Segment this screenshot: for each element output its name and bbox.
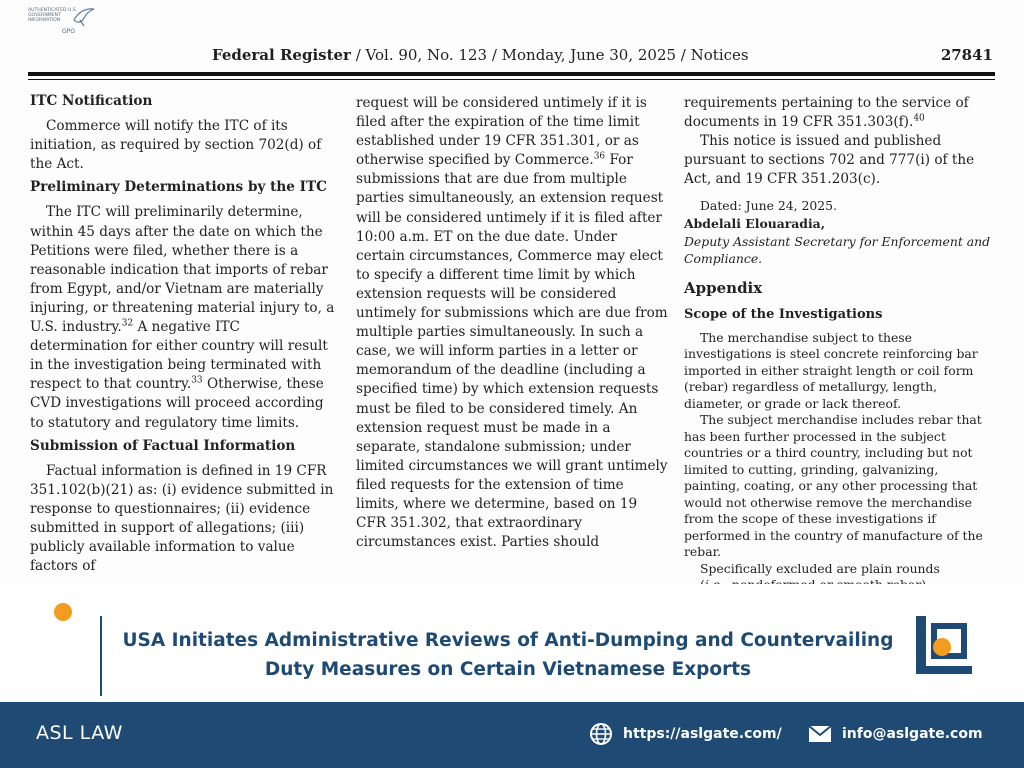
footer-bar [0,702,1024,768]
article-title [108,626,908,684]
page-header [212,46,997,72]
paragraph-service-requirements: requirements pertaining to the service of documents in 19 CFR 351.303(f).$^{40}$ [684,95,969,131]
seal-agency: GPO [62,28,75,35]
footnote-ref: 32 [121,318,134,329]
text-column-1 [30,88,340,576]
website-url[interactable]: https://aslgate.com/ [623,726,782,742]
page-number: 27841 [940,46,993,64]
paragraph-scope-2: The subject merchandise includes rebar that has been further processed in the subject countries or a third country, including but not limited to cutting, grinding, galvanizing, painting, coating, or any other processing that would not otherwise remove the merchandise from the scope of these investigations if performed in the country of manufacture of the rebar. [684,412,983,560]
heading-scope: Scope of the Investigations [684,306,883,322]
footnote-ref: 36 [593,151,606,162]
paragraph-factual-information: Factual information is defined in 19 CFR 351.102(b)(21) as: (i) evidence submitted in response to questionnaires; (ii) evidence submitted in support of allegations; (iii) publicly available information to value factors of [30,462,334,575]
paragraph-scope-3: Specifically excluded are plain rounds [700,560,940,576]
paragraph-preliminary-determinations: The ITC will preliminarily determine, within 45 days after the date on which the Petitions were filed, whether there is a reasonable indication that imports of rebar from Egypt, and/or Vietnam are materially injuring, or threatening material injury to, a U.S. industry.$^{32}$ A negative ITC determination for either country will result in the investigation being terminated with respect to that country.$^{33}$ Otherwise, these CVD investigations will proceed according to statutory and regulatory time limits. [30,204,335,431]
paragraph-itc-notification: Commerce will notify the ITC of its initiation, as required by section 702(d) of the Act. [30,118,322,173]
volume-info: / Vol. 90, No. 123 / Monday, June 30, 2025 / Notices [350,46,749,64]
footnote-ref: 40 [913,113,925,124]
globe-icon [589,722,613,746]
heading-preliminary-determinations: Preliminary Determinations by the ITC [30,179,327,196]
website-link[interactable] [589,720,782,748]
envelope-icon [808,725,832,743]
header-rule-thick [28,72,995,76]
title-banner [0,584,1024,702]
banner-divider [100,616,102,696]
asl-logo-icon [912,614,974,676]
text-column-2 [356,94,668,552]
accent-dot [54,603,72,621]
footnote-ref: 33 [191,375,203,386]
heading-factual-information: Submission of Factual Information [30,437,296,454]
email-address[interactable]: info@aslgate.com [842,726,983,742]
signer-title: Deputy Assistant Secretary for Enforcement and Compliance. [684,234,991,267]
heading-itc-notification: ITC Notification [30,93,153,109]
dated-line: Dated: June 24, 2025. [700,198,837,214]
gpo-authentication-seal [28,6,100,42]
heading-appendix: Appendix [684,279,763,298]
firm-name: ASL LAW [36,722,123,744]
scope-text [684,330,996,594]
paragraph-notice-issued: This notice is issued and published pursuant to sections 702 and 777(i) of the Act, and 19 CFR 351.203(c). [684,133,975,188]
header-rule-thin [28,79,995,80]
publication-name: Federal Register [212,46,351,64]
article-title-line-2: Duty Measures on Certain Vietnamese Exports [264,659,752,680]
article-title-line-1: USA Initiates Administrative Reviews of Anti-Dumping and Countervailing [122,630,894,651]
text-column-3 [684,94,996,594]
seal-text: AUTHENTICATED U.S. GOVERNMENT INFORMATION [28,8,78,23]
signer-name: Abdelali Elouaradia, [684,216,826,232]
paragraph-extension-requests: request will be considered untimely if it is filed after the expiration of the time limit established under 19 CFR 351.301, or as otherwise specified by Commerce.$^{36}$ For submissions that are due from multiple parties simultaneously, an extension request will be considered untimely if it is filed after 10:00 a.m. ET on the due date. Under certain circumstances, Commerce may elect to specify a different time limit by which extension requests will be considered untimely for submissions which are due from multiple parties simultaneously. In such a case, we will inform parties in a letter or memorandum of the deadline (including a specified time) by which extension requests must be filed to be considered timely. An extension request must be made in a separate, standalone submission; under limited circumstances we will grant untimely filed requests for the extension of time limits, where we determine, based on 19 CFR 351.302, that extraordinary circumstances exist. Parties should [356,95,668,551]
eagle-icon [72,6,96,28]
paragraph-scope-1: The merchandise subject to these investigations is steel concrete reinforcing bar imported in either straight length or coil form (rebar) regardless of metallurgy, length, diameter, or grade or lack thereof. [684,329,978,411]
email-link[interactable] [808,720,983,748]
